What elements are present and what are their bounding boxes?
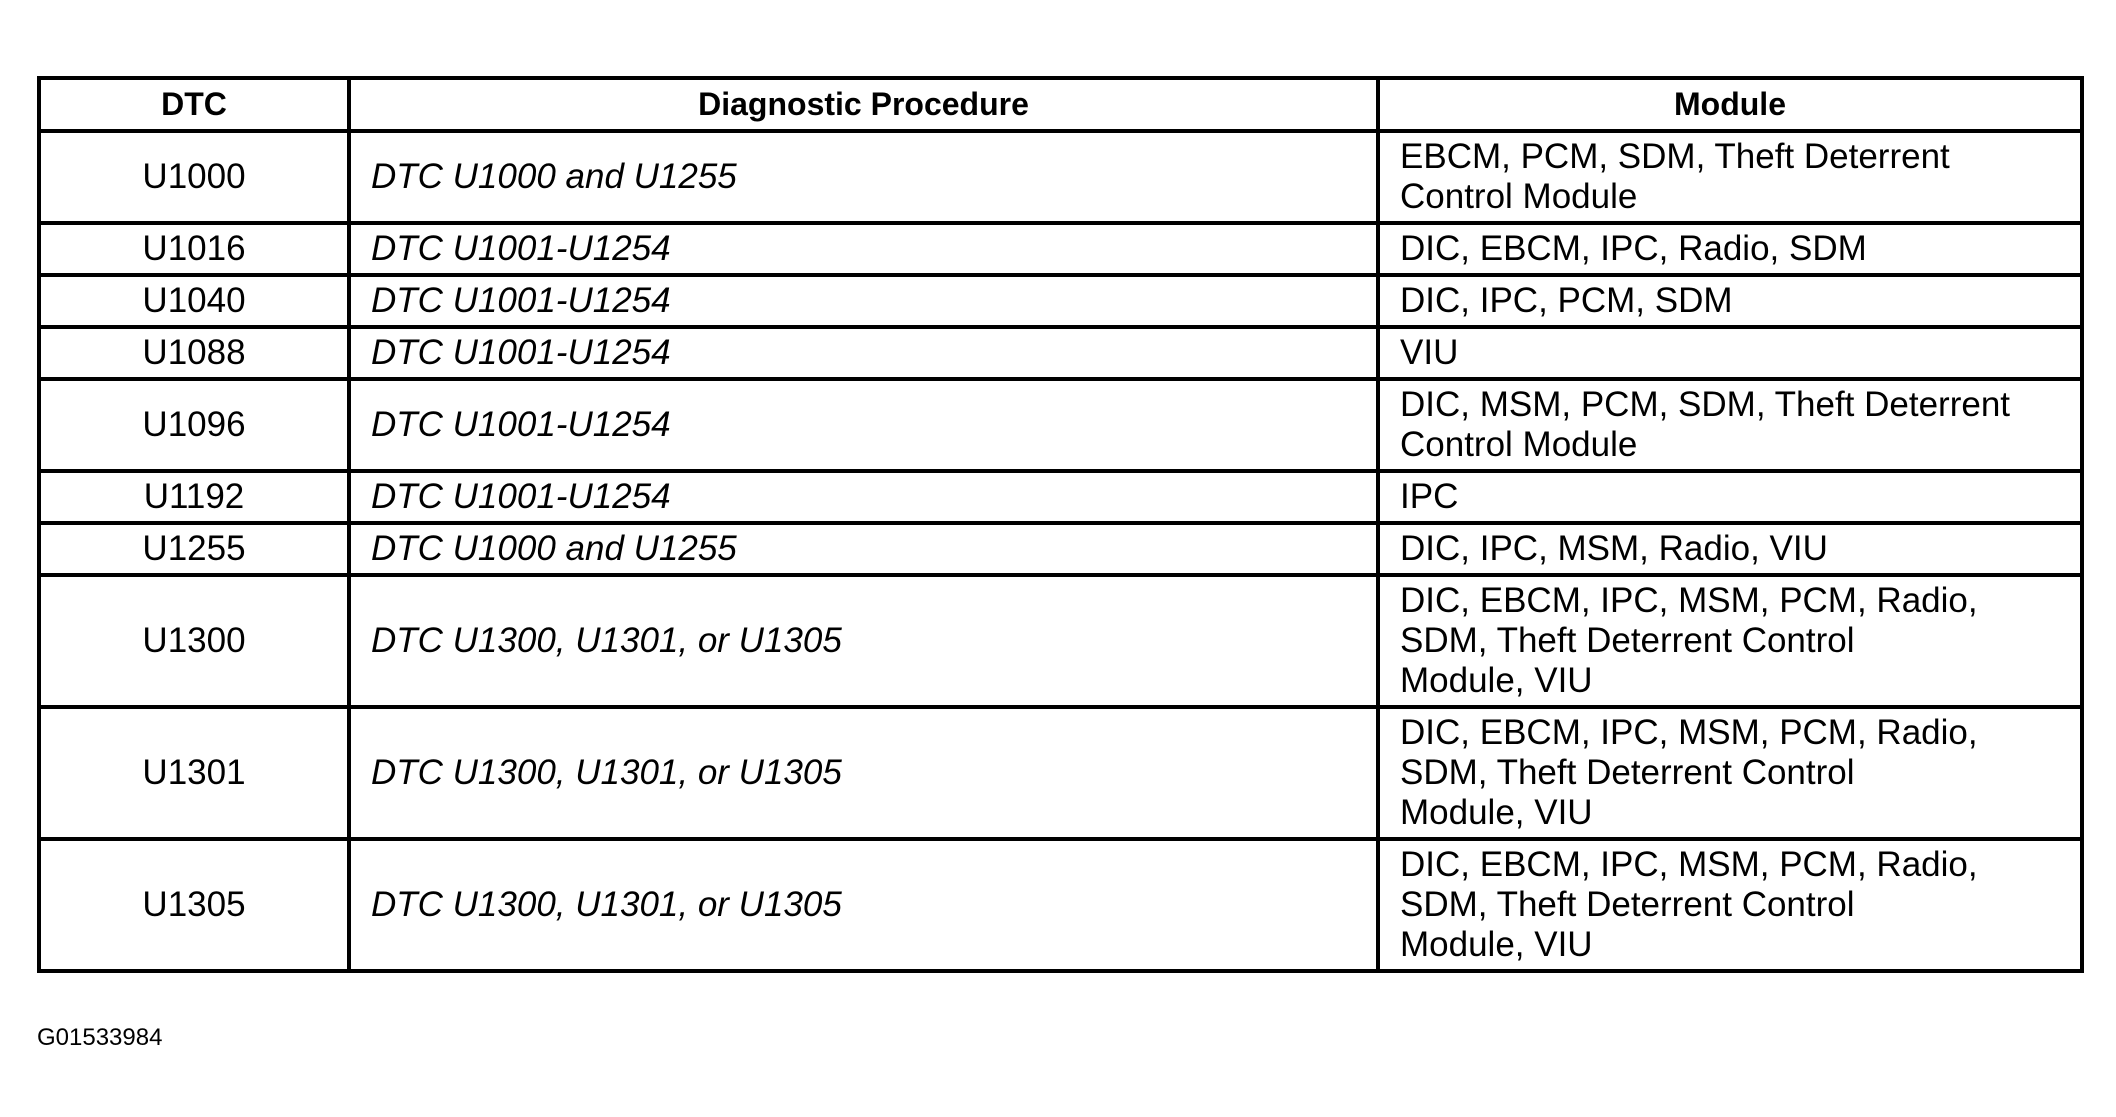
figure-id: G01533984 [37,1024,163,1051]
table-row [39,707,2082,839]
table-row [39,223,2082,275]
dtc-cell: U1000 [39,131,349,223]
module-line: Control Module [1400,177,1638,216]
module-line: EBCM, PCM, SDM, Theft Deterrent [1400,137,1950,176]
module-cell [1378,379,2082,471]
procedure-cell: DTC U1000 and U1255 [349,131,1378,223]
module-line: DIC, EBCM, IPC, Radio, SDM [1400,229,1867,268]
module-line: DIC, IPC, PCM, SDM [1400,281,1733,320]
module-cell [1378,471,2082,523]
module-line: DIC, EBCM, IPC, MSM, PCM, Radio, [1400,845,1978,884]
module-line: SDM, Theft Deterrent Control [1400,753,1855,792]
table-body [39,131,2082,971]
module-line: Module, VIU [1400,661,1593,700]
module-cell [1378,523,2082,575]
dtc-cell: U1301 [39,707,349,839]
module-cell [1378,707,2082,839]
module-line: Module, VIU [1400,925,1593,964]
table-row [39,379,2082,471]
table-row [39,327,2082,379]
module-cell [1378,575,2082,707]
column-header-dtc: DTC [39,78,349,131]
dtc-cell: U1096 [39,379,349,471]
module-line: Control Module [1400,425,1638,464]
procedure-cell: DTC U1001-U1254 [349,275,1378,327]
procedure-cell: DTC U1300, U1301, or U1305 [349,707,1378,839]
module-cell [1378,327,2082,379]
module-line: SDM, Theft Deterrent Control [1400,885,1855,924]
module-cell [1378,839,2082,971]
dtc-cell: U1088 [39,327,349,379]
table-row [39,839,2082,971]
module-line: Module, VIU [1400,793,1593,832]
module-line: DIC, EBCM, IPC, MSM, PCM, Radio, [1400,713,1978,752]
procedure-cell: DTC U1001-U1254 [349,379,1378,471]
table-row [39,523,2082,575]
table-header-row [39,78,2082,131]
column-header-module: Module [1378,78,2082,131]
module-cell [1378,223,2082,275]
module-cell [1378,275,2082,327]
procedure-cell: DTC U1001-U1254 [349,471,1378,523]
dtc-table [37,76,2084,973]
module-cell [1378,131,2082,223]
table-row [39,275,2082,327]
dtc-cell: U1192 [39,471,349,523]
module-line: DIC, EBCM, IPC, MSM, PCM, Radio, [1400,581,1978,620]
procedure-cell: DTC U1001-U1254 [349,327,1378,379]
dtc-cell: U1255 [39,523,349,575]
module-line: SDM, Theft Deterrent Control [1400,621,1855,660]
module-line: DIC, MSM, PCM, SDM, Theft Deterrent [1400,385,2011,424]
column-header-procedure: Diagnostic Procedure [349,78,1378,131]
procedure-cell: DTC U1001-U1254 [349,223,1378,275]
procedure-cell: DTC U1300, U1301, or U1305 [349,839,1378,971]
module-line: IPC [1400,477,1459,516]
table-row [39,131,2082,223]
dtc-cell: U1016 [39,223,349,275]
module-line: VIU [1400,333,1459,372]
dtc-cell: U1040 [39,275,349,327]
dtc-cell: U1300 [39,575,349,707]
module-line: DIC, IPC, MSM, Radio, VIU [1400,529,1828,568]
procedure-cell: DTC U1300, U1301, or U1305 [349,575,1378,707]
table-row [39,471,2082,523]
procedure-cell: DTC U1000 and U1255 [349,523,1378,575]
table-row [39,575,2082,707]
dtc-cell: U1305 [39,839,349,971]
